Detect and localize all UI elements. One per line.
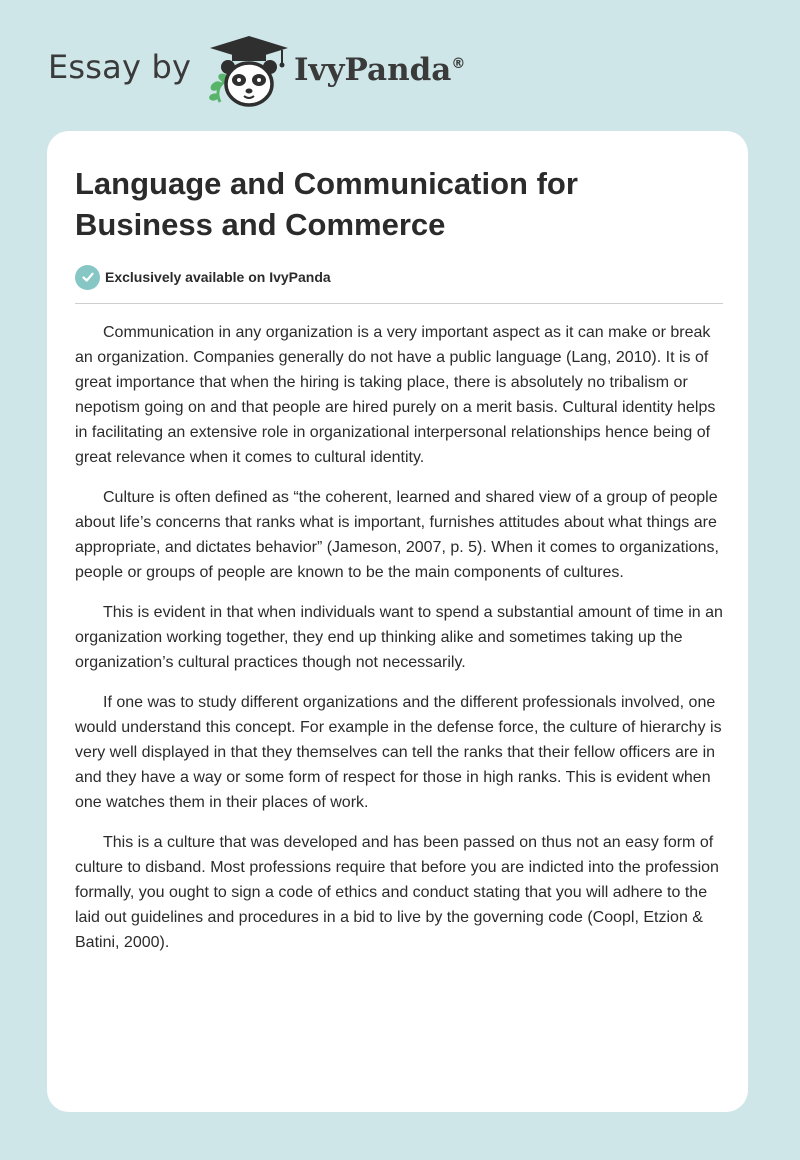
essay-by-label: Essay by — [48, 48, 192, 86]
essay-card — [47, 131, 748, 1112]
exclusive-badge-label: Exclusively available on IvyPanda — [105, 269, 331, 285]
paragraph: Culture is often defined as “the coherent, learned and shared view of a group of people about life’s concerns that ranks what is important, furnishes attitudes about what things are appropriate, and dictates behavior” (Jameson, 2007, p. 5). When it comes to organizations, people or groups of people are known to be the main components of cultures. — [75, 489, 719, 581]
brand-name[interactable] — [294, 52, 465, 88]
paragraph: This is evident in that when individuals want to spend a substantial amount of time in an organization working together, they end up thinking alike and sometimes taking up the organization’s cultural practices though not necessarily. — [75, 604, 723, 671]
essay-body — [75, 320, 727, 970]
check-circle-icon — [75, 265, 100, 290]
brand-label: IvyPanda — [294, 52, 452, 88]
paragraph: Communication in any organization is a very important aspect as it can make or break an organization. Companies generally do not have a public language (Lang, 2010). It is of great importance that when the hiring is taking place, there is absolutely no tribalism or nepotism going on and that people are hired purely on a merit basis. Cultural identity helps in facilitating an extensive role in organizational interpersonal relationships hence being of great relevance when it comes to cultural identity. — [75, 324, 716, 466]
panda-graduate-icon[interactable] — [202, 34, 292, 112]
paragraph: This is a culture that was developed and has been passed on thus not an easy form of culture to disband. Most professions require that before you are indicted into the profession formally, you ought to sign a code of ethics and conduct stating that you will adhere to the laid out guidelines and procedures in a bid to live by the governing code (Coopl, Etzion & Batini, 2000). — [75, 834, 719, 951]
essay-title: Language and Communication for Business and Commerce — [75, 166, 578, 242]
exclusive-badge — [75, 264, 331, 290]
paragraph: If one was to study different organizations and the different professionals involved, one would understand this concept. For example in the defense force, the culture of hierarchy is very well displayed in that they themselves can tell the ranks that their fellow officers are in and they have a way or some form of respect for those in high ranks. This is evident when one watches them in their places of work. — [75, 694, 722, 811]
registered-mark: ® — [451, 56, 466, 72]
divider — [75, 303, 723, 304]
site-header — [48, 30, 508, 110]
